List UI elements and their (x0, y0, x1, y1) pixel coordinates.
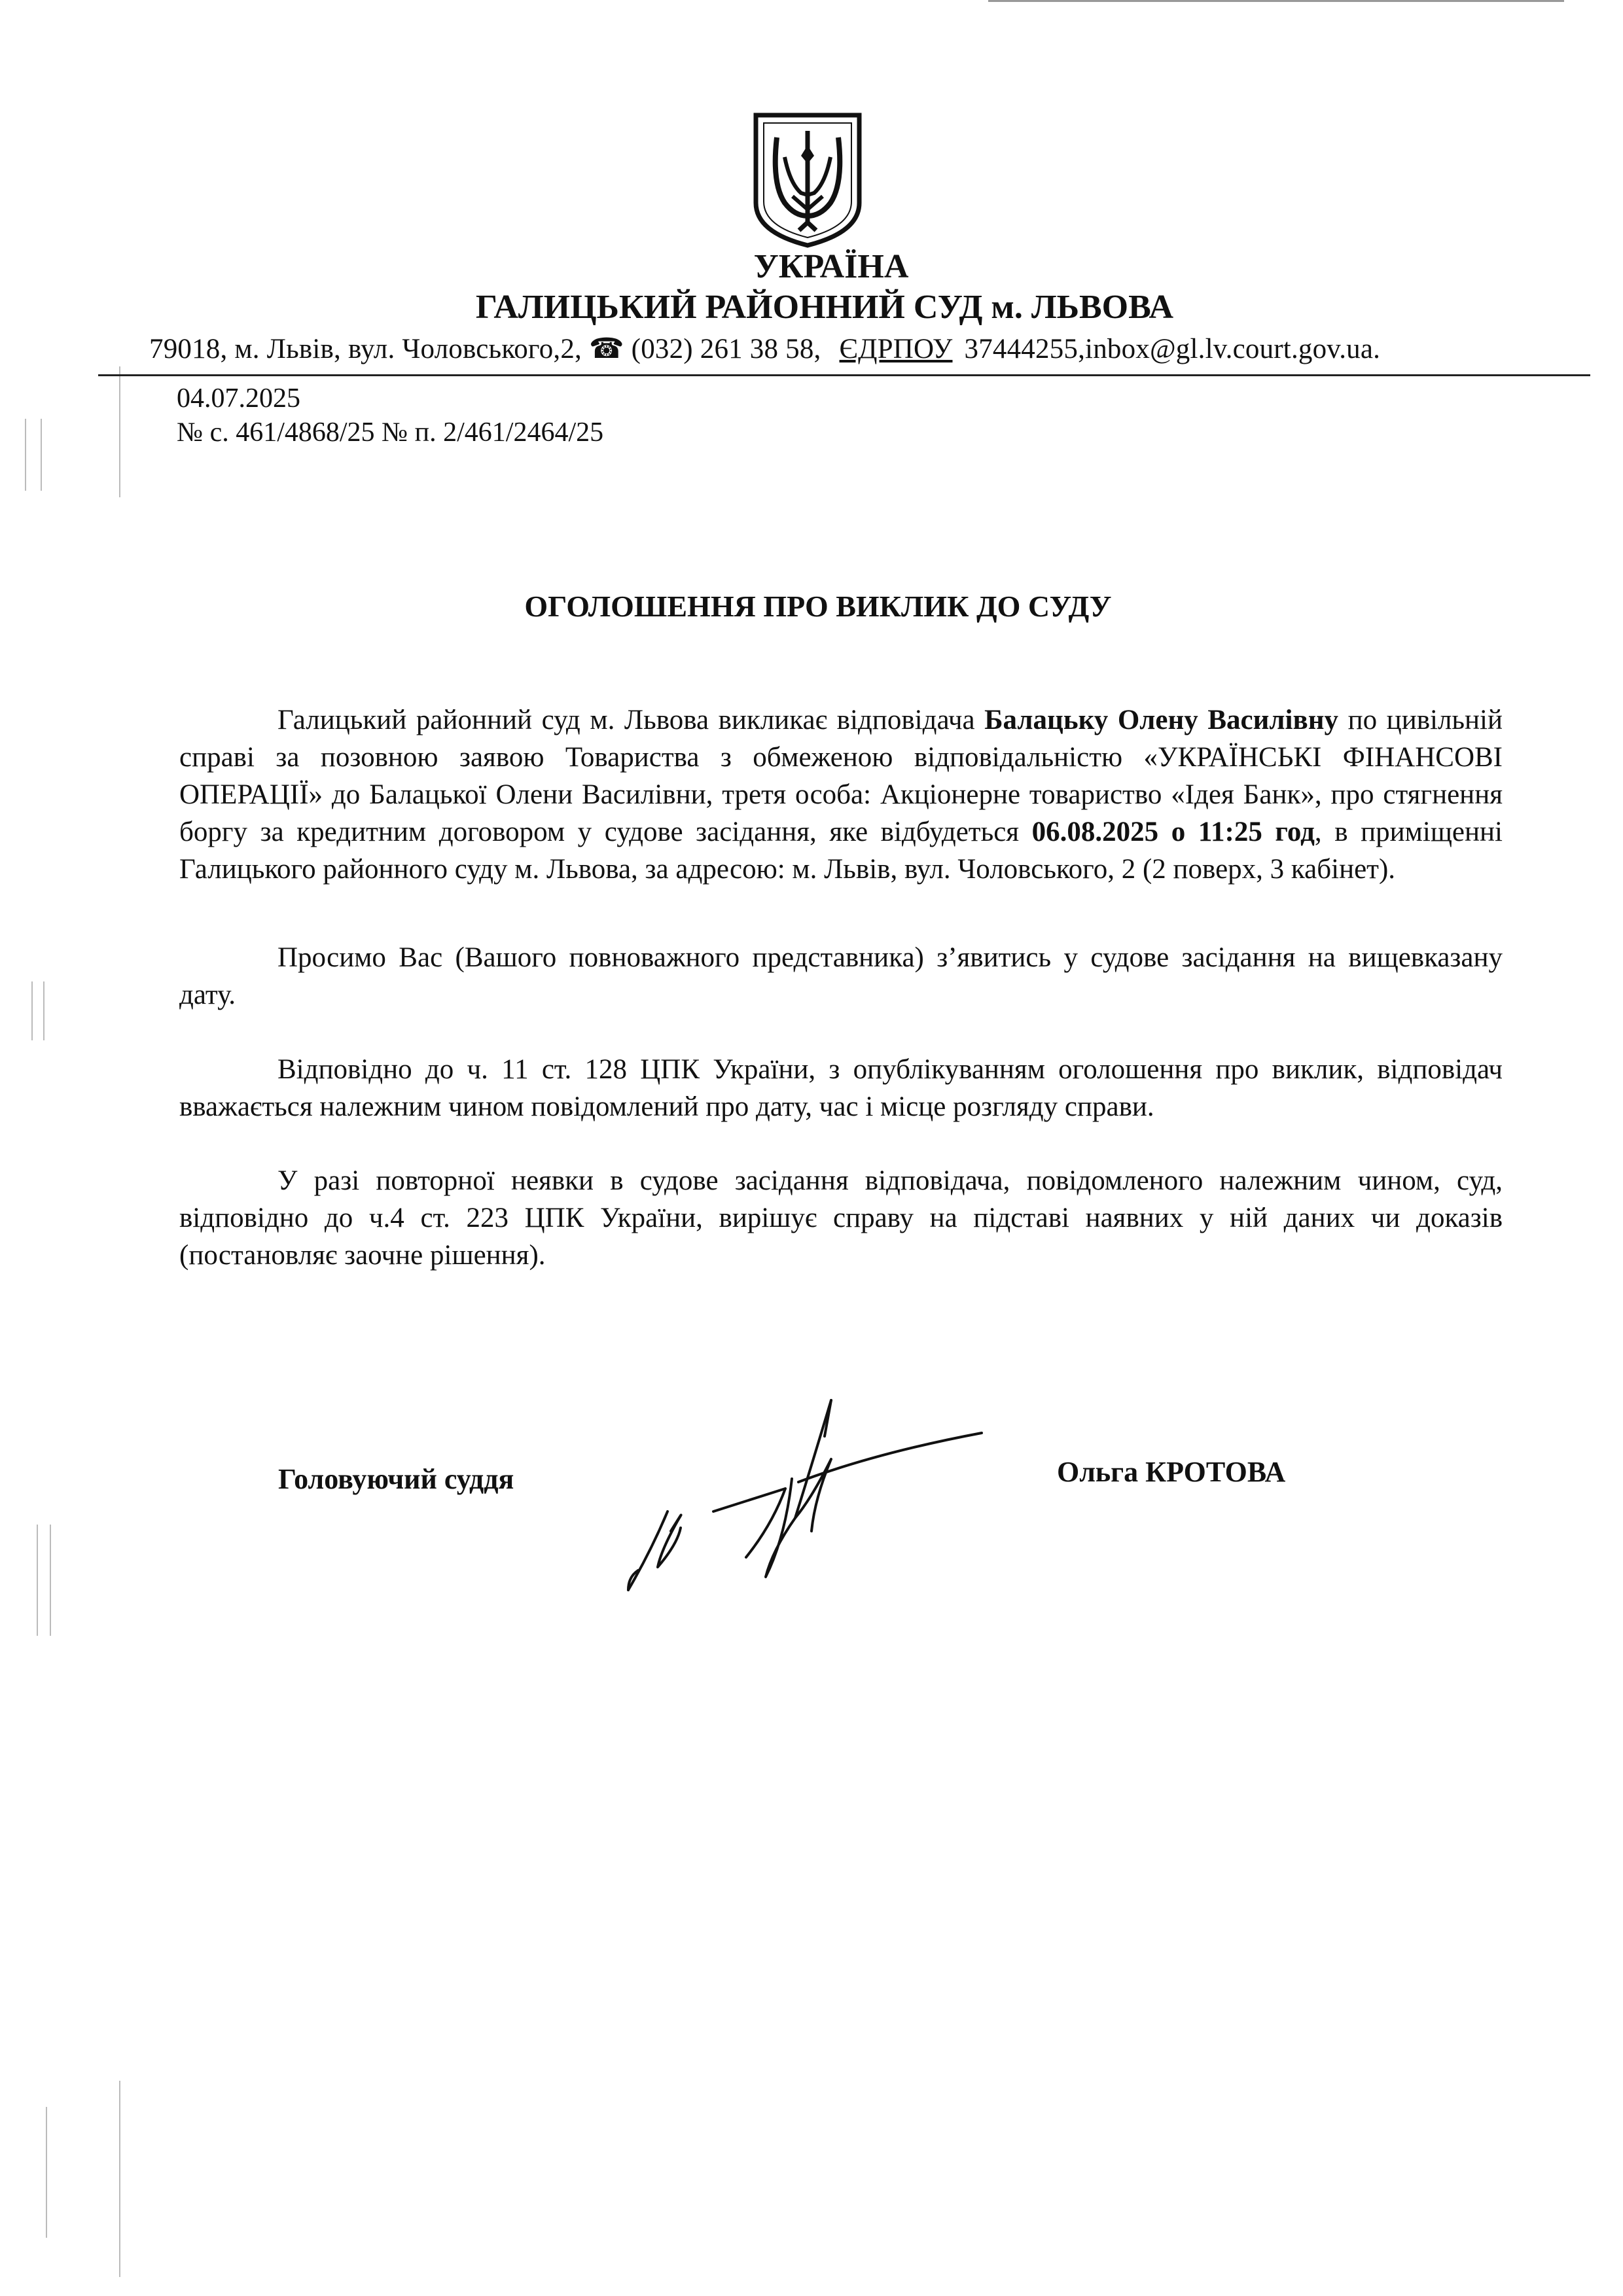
phone-icon: ☎ (588, 334, 624, 364)
scan-mark (43, 981, 45, 1040)
document-date: 04.07.2025 (177, 383, 300, 414)
scan-mark (25, 419, 26, 491)
edrpou-label: ЄДРПОУ (839, 334, 953, 364)
coat-of-arms-icon (752, 111, 863, 249)
scan-mark (119, 2081, 120, 2277)
country-heading: УКРАЇНА (753, 248, 909, 285)
paragraph-default-judgment: У разі повторної неявки в судове засідання відповідача, повідомленого належним чином, суд, відповідно до ч.4 ст. 223 ЦПК України, вирішує справу на підставі наявних у ній даних чи доказів (постановляє заочне рішення). (179, 1165, 1503, 1271)
scan-mark (41, 419, 42, 491)
paragraph-summons (179, 701, 1503, 888)
judge-title: Головуючий суддя (278, 1463, 514, 1495)
paragraph-text: Галицький районний суд м. Львова викликає відповідача (277, 705, 985, 735)
case-number: № с. 461/4868/25 № п. 2/461/2464/25 (177, 417, 604, 448)
scan-mark (37, 1525, 38, 1636)
address-text: 79018, м. Львів, вул. Чоловського,2, (149, 334, 582, 364)
scan-edge-line (988, 0, 1564, 2)
judge-name: Ольга КРОТОВА (1057, 1456, 1286, 1488)
paragraph-text: по цивільній справі за позовною заявою Товариства з обмеженою відповідальністю «УКРАЇНСЬКІ ФІНАНСОВІ ОПЕРАЦІЇ» до Балацької Олени Василівни, третя особа: Акціонерне товариство «Ідея Банк», про стягнення боргу за кредитним договором у судове засідання, яке відбудеться (179, 705, 1503, 847)
paragraph-text: , в приміщенні Галицького районного суду м. Львова, за адресою: м. Львів, вул. Чоловського, 2 (2 поверх, 3 кабінет). (179, 817, 1503, 885)
scan-mark (50, 1525, 51, 1636)
scan-mark (46, 2107, 47, 2238)
paragraph-request: Просимо Вас (Вашого повноважного представника) з’явитись у судове засідання на вищевказану дату. (179, 942, 1503, 1010)
scan-mark (31, 981, 33, 1040)
handwritten-signature (615, 1381, 995, 1603)
hearing-datetime: 06.08.2025 о 11:25 год (1031, 817, 1315, 847)
edrpou-and-email: 37444255,inbox@gl.lv.court.gov.ua. (964, 334, 1381, 364)
paragraph-legal-notice: Відповідно до ч. 11 ст. 128 ЦПК України, з опублікуванням оголошення про виклик, відповідач вважається належним чином повідомлений про дату, час і місце розгляду справи. (179, 1054, 1503, 1122)
header-divider (98, 374, 1590, 376)
scan-mark (119, 366, 120, 497)
phone-number: (032) 261 38 58, (631, 334, 821, 364)
court-address-line (149, 332, 1380, 365)
court-name-heading: ГАЛИЦЬКИЙ РАЙОННИЙ СУД м. ЛЬВОВА (475, 289, 1174, 326)
defendant-name: Балацьку Олену Василівну (984, 705, 1338, 735)
document-title: ОГОЛОШЕННЯ ПРО ВИКЛИК ДО СУДУ (524, 590, 1112, 623)
